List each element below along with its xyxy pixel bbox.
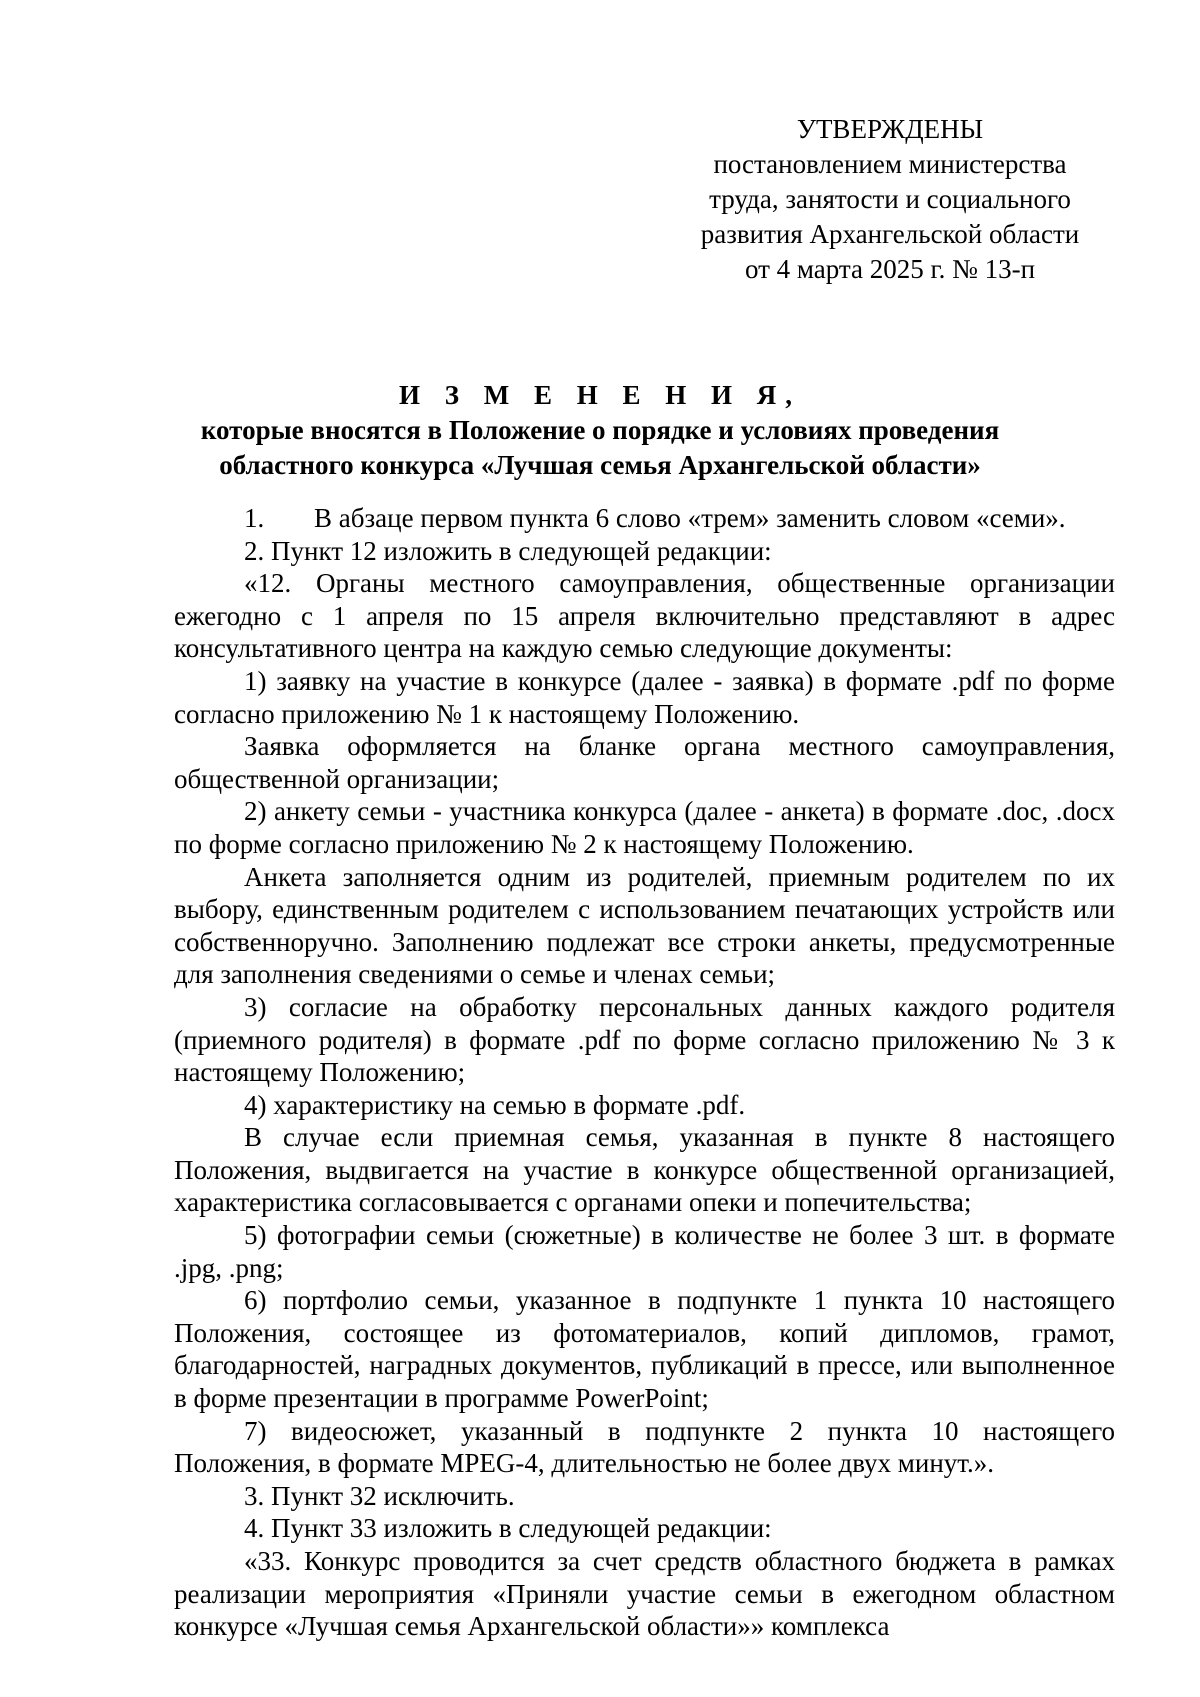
paragraph: 3. Пункт 32 исключить. <box>244 1480 515 1511</box>
paragraph <box>174 502 1115 535</box>
paragraph-number: 1. <box>244 503 265 533</box>
paragraph: 7) видеосюжет, указанный в подпункте 2 пункта 10 настоящего Положения, в формате MPEG-4, длительностью не более двух минут.». <box>174 1415 1115 1479</box>
paragraph: 1) заявку на участие в конкурсе (далее - заявка) в формате .pdf по форме согласно приложению № 1 к настоящему Положению. <box>174 665 1115 729</box>
title-subline: областного конкурса «Лучшая семья Архангельской области» <box>219 450 981 480</box>
paragraph: В случае если приемная семья, указанная в пункте 8 настоящего Положения, выдвигается на участие в конкурсе общественной организацией, характеристика согласовывается с органами опеки и попечительства; <box>174 1122 1115 1218</box>
paragraph-text: В абзаце первом пункта 6 слово «трем» заменить словом «семи». <box>314 503 1066 533</box>
approval-stamp <box>680 112 1100 287</box>
paragraph: 4. Пункт 33 изложить в следующей редакции: <box>244 1513 772 1544</box>
paragraph: 2. Пункт 12 изложить в следующей редакции: <box>244 535 772 566</box>
approval-line: труда, занятости и социального <box>709 184 1071 214</box>
paragraph: 2) анкету семьи - участника конкурса (далее - анкета) в формате .doc, .docx по форме согласно приложению № 2 к настоящему Положению. <box>174 796 1115 859</box>
paragraph: «33. Конкурс проводится за счет средств областного бюджета в рамках реализации мероприятия «Приняли участие семьи в ежегодном областном конкурсе «Лучшая семья Архангельской области»» комплекса <box>174 1546 1115 1642</box>
paragraph: 3) согласие на обработку персональных данных каждого родителя (приемного родителя) в формате .pdf по форме согласно приложению № 3 к настоящему Положению; <box>174 991 1115 1088</box>
paragraph: Анкета заполняется одним из родителей, приемным родителем по их выбору, единственным родителем с использованием печатающих устройств или собственноручно. Заполнению подлежат все строки анкеты, предусмотренные для заполнения сведениями о семье и членах семьи; <box>174 861 1115 990</box>
paragraph: Заявка оформляется на бланке органа местного самоуправления, общественной организации; <box>174 731 1115 794</box>
document-title <box>150 378 1050 483</box>
paragraph: «12. Органы местного самоуправления, общественные организации ежегодно с 1 апреля по 15 апреля включительно представляют в адрес консультативного центра на каждую семью следующие документы: <box>174 568 1115 664</box>
title-heading: И З М Е Н Е Н И Я, <box>398 380 801 410</box>
title-subline: которые вносятся в Положение о порядке и условиях проведения <box>200 415 1000 445</box>
approval-title: УТВЕРЖДЕНЫ <box>796 114 984 144</box>
paragraph: 4) характеристику на семью в формате .pdf. <box>244 1089 746 1120</box>
paragraph: 6) портфолио семьи, указанное в подпункте 1 пункта 10 настоящего Положения, состоящее из фотоматериалов, копий дипломов, грамот, благодарностей, наградных документов, публикаций в прессе, или выполненное в форме презентации в программе PowerPoint; <box>174 1285 1115 1414</box>
approval-line: постановлением министерства <box>713 149 1067 179</box>
approval-line: развития Архангельской области <box>700 219 1080 249</box>
paragraph: 5) фотографии семьи (сюжетные) в количестве не более 3 шт. в формате .jpg, .png; <box>174 1220 1115 1283</box>
document-body <box>174 502 1115 1643</box>
approval-date: от 4 марта 2025 г. № 13-п <box>744 254 1036 284</box>
